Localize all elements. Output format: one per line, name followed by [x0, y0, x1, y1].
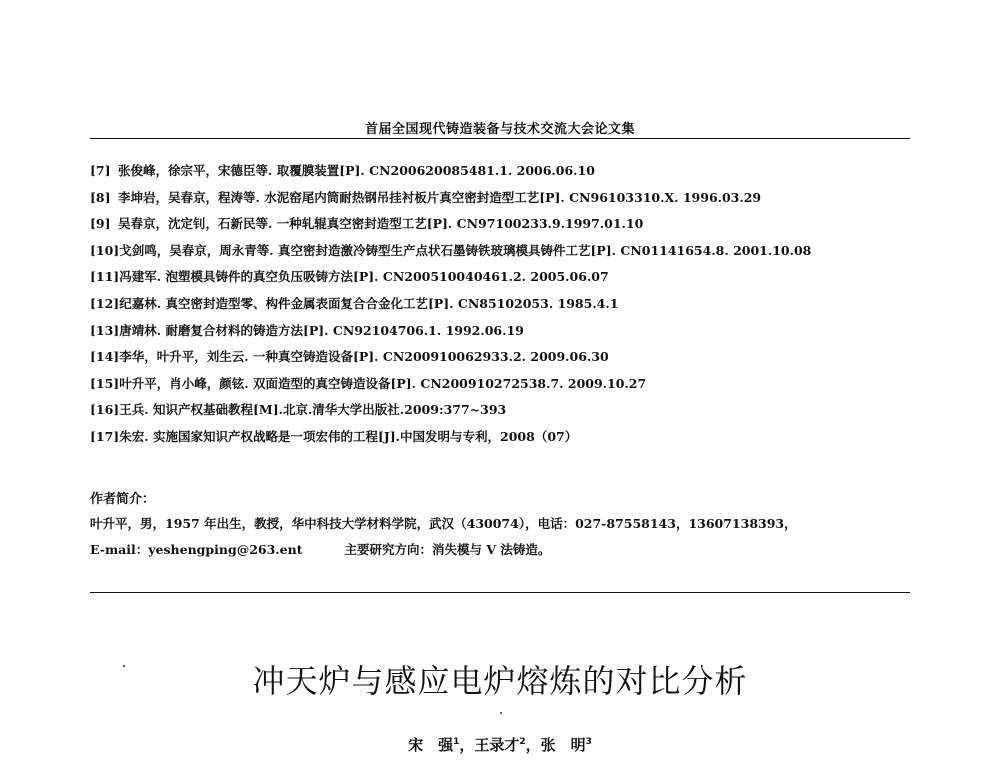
- reference-item: [16]王兵. 知识产权基础教程[M].北京.清华大学出版社.2009:377~393: [90, 402, 507, 418]
- author-affiliation-mark: 3: [585, 737, 592, 747]
- author-affiliation-mark: 2: [519, 737, 526, 747]
- section-rule: [90, 592, 910, 593]
- reference-list: [90, 158, 920, 451]
- author-email: E-mail：yeshengping@263.ent: [90, 542, 303, 557]
- reference-item: [15]叶升平，肖小峰，颜铉. 双面造型的真空铸造设备[P]. CN200910272538.7. 2009.10.27: [90, 375, 647, 391]
- running-header: 首届全国现代铸造装备与技术交流大会论文集: [364, 122, 635, 137]
- reference-item: [7] 张俊峰，徐宗平，宋德臣等. 取覆膜装置[P]. CN200620085481.1. 2006.06.10: [90, 163, 595, 178]
- author-name: 宋 强: [408, 736, 454, 754]
- reference-item: [14]李华，叶升平，刘生云. 一种真空铸造设备[P]. CN200910062933.2. 2009.06.30: [90, 349, 609, 365]
- reference-item: [8] 李坤岩，吴春京，程涛等. 水泥窑尾内筒耐热钢吊挂衬板片真空密封造型工艺[P]. CN96103310.X. 1996.03.29: [90, 189, 762, 205]
- author-contact-line: [90, 540, 550, 558]
- reference-item: [10]戈剑鸣，吴春京，周永青等. 真空密封造激冷铸型生产点状石墨铸铁玻璃模具铸件工艺[P]. CN01141654.8. 2001.10.08: [90, 242, 812, 258]
- reference-item: [9] 吴春京，沈定钊，石新民等. 一种轧辊真空密封造型工艺[P]. CN97100233.9.1997.01.10: [90, 216, 644, 232]
- author-intro-line: 叶升平，男，1957 年出生，教授，华中科技大学材料学院，武汉（430074），电话：027-87558143，13607138393，: [90, 516, 797, 531]
- header-rule: [90, 138, 910, 139]
- research-direction: 主要研究方向：消失模与 V 法铸造。: [344, 542, 551, 557]
- scan-speck: [500, 712, 502, 714]
- author-name: 王录才: [474, 736, 520, 754]
- author-separator: ，: [525, 736, 541, 754]
- reference-item: [11]冯建军. 泡塑模具铸件的真空负压吸铸方法[P]. CN200510040461.2. 2005.06.07: [90, 269, 609, 285]
- reference-item: [12]纪嘉林. 真空密封造型零、构件金属表面复合合金化工艺[P]. CN85102053. 1985.4.1: [90, 295, 619, 311]
- author-separator: ，: [459, 736, 475, 754]
- author-name: 张 明: [540, 736, 586, 754]
- author-affiliation-mark: 1: [453, 737, 460, 747]
- paper-authors: [0, 734, 1000, 755]
- paper-title: 冲天炉与感应电炉熔炼的对比分析: [252, 662, 748, 700]
- reference-item: [13]唐靖林. 耐磨复合材料的铸造方法[P]. CN92104706.1. 1992.06.19: [90, 322, 524, 338]
- reference-item: [17]朱宏. 实施国家知识产权战略是一项宏伟的工程[J].中国发明与专利，2008（07）: [90, 428, 578, 444]
- author-intro-heading: 作者简介：: [90, 492, 156, 507]
